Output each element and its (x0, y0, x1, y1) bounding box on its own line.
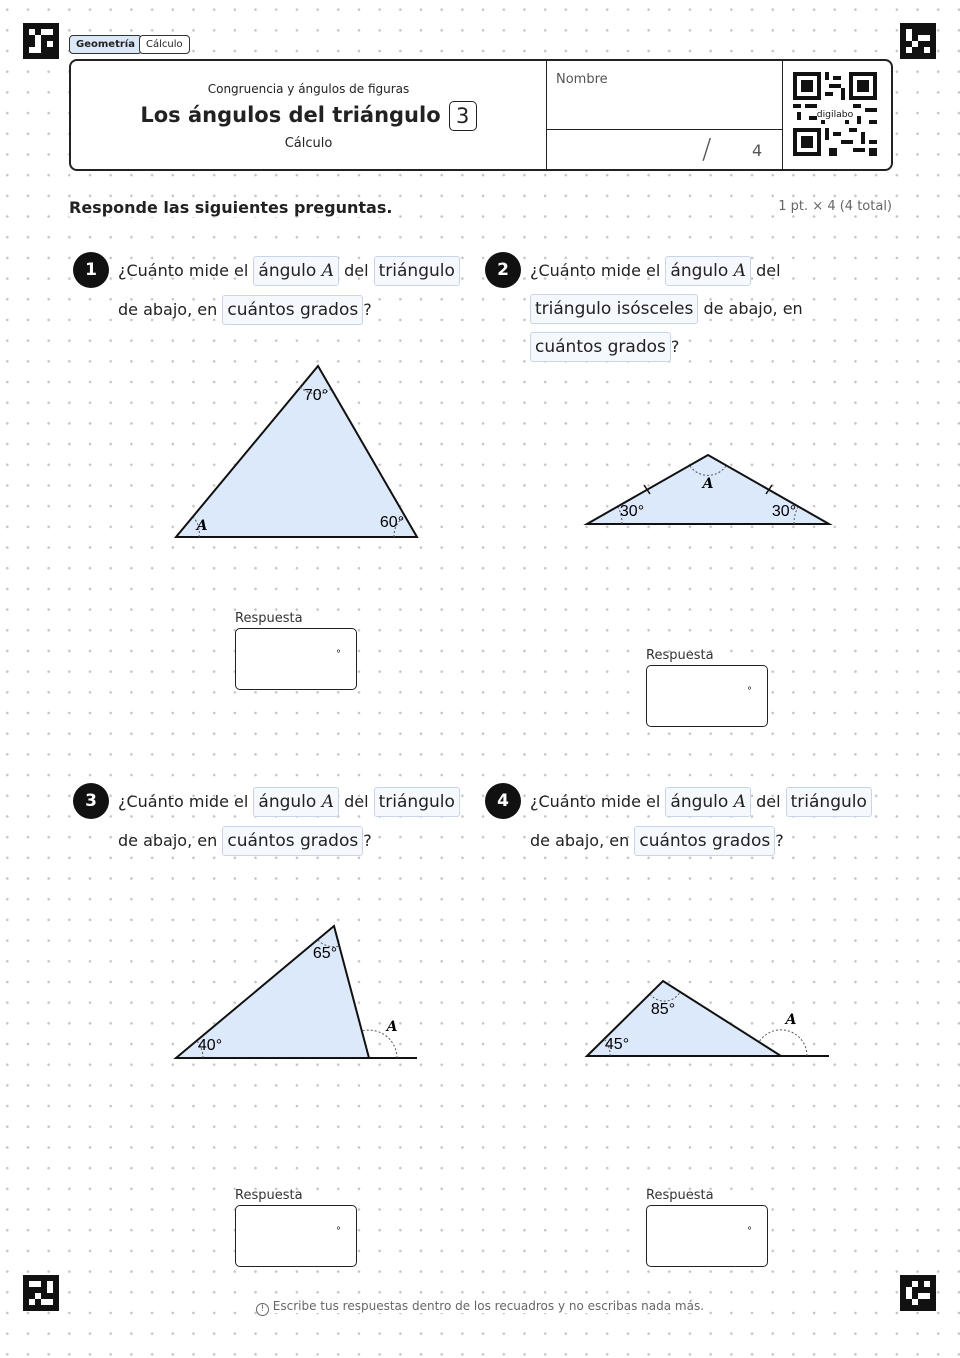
q3-text-4: ? (363, 831, 372, 850)
q1-chip-shape: triángulo (374, 256, 460, 286)
q4-text-2: del (756, 792, 781, 811)
q4-text-3: de abajo, en (530, 831, 630, 850)
q2-chip-angle-text: ángulo (670, 261, 729, 281)
q3-var: A (321, 792, 334, 812)
footer-text: Escribe tus respuestas dentro de los recuadros y no escribas nada más. (272, 1299, 705, 1313)
q2-degree: ° (747, 686, 752, 697)
q3-label-a: A (386, 1019, 398, 1035)
q2-answer-label: Respuesta (646, 648, 714, 663)
q3-label-left: 40° (197, 1037, 223, 1054)
q1-chip-angle-text: ángulo (258, 261, 317, 281)
instructions: Responde las siguientes preguntas. (69, 198, 393, 217)
question-number-2: 2 (485, 252, 521, 288)
q4-text-1: ¿Cuánto mide el (530, 792, 661, 811)
q4-label-a: A (785, 1012, 797, 1028)
q3-chip-angle-text: ángulo (258, 792, 317, 812)
q3-answer-label: Respuesta (235, 1188, 303, 1203)
q3-chip-shape: triángulo (374, 787, 460, 817)
q3-chip-unit: cuántos grados (222, 826, 363, 856)
q2-label-left: 30° (619, 503, 645, 520)
q1-answer-label: Respuesta (235, 611, 303, 626)
q4-text-4: ? (775, 831, 784, 850)
q2-label-right: 30° (771, 503, 797, 520)
q4-var: A (733, 792, 746, 812)
q2-chip-shape: triángulo isósceles (530, 294, 698, 324)
question-number-3: 3 (73, 783, 109, 819)
qr-label: digilabo (816, 108, 854, 120)
q2-text-2: del (756, 261, 781, 280)
q1-text-2: del (344, 261, 369, 280)
q1-var: A (321, 261, 334, 281)
q3-text-3: de abajo, en (118, 831, 218, 850)
q2-chip-unit: cuántos grados (530, 332, 671, 362)
q2-text-3: de abajo, en (703, 299, 803, 318)
q3-degree: ° (336, 1226, 341, 1237)
q1-text-1: ¿Cuánto mide el (118, 261, 249, 280)
q2-text-1: ¿Cuánto mide el (530, 261, 661, 280)
points-summary: 1 pt. × 4 (4 total) (778, 199, 892, 214)
q3-text-1: ¿Cuánto mide el (118, 792, 249, 811)
q4-answer-box[interactable] (646, 1205, 768, 1267)
q4-degree: ° (747, 1226, 752, 1237)
q4-label-left: 45° (604, 1036, 630, 1053)
q3-label-top: 65° (312, 945, 338, 962)
worksheet-category: Cálculo (284, 136, 333, 151)
q2-var: A (733, 261, 746, 281)
q4-chip-angle-text: ángulo (670, 792, 729, 812)
worksheet-title-text: Los ángulos del triángulo (140, 103, 441, 127)
q3-text-2: del (344, 792, 369, 811)
q1-label-a: A (196, 518, 208, 534)
question-number-1: 1 (73, 252, 109, 288)
worksheet-number: 3 (449, 101, 477, 131)
q1-label-right: 60° (379, 514, 405, 531)
q1-text-4: ? (363, 300, 372, 319)
q4-chip-unit: cuántos grados (634, 826, 775, 856)
score-slash: / (702, 132, 712, 165)
q4-label-top: 85° (650, 1001, 676, 1018)
q2-text-4: ? (670, 337, 680, 356)
worksheet-subtitle: Congruencia y ángulos de figuras (207, 82, 410, 96)
q4-chip-shape: triángulo (786, 787, 872, 817)
q2-label-a: A (702, 476, 714, 492)
footer-note (0, 1299, 960, 1316)
q1-text-3: de abajo, en (118, 300, 218, 319)
q1-degree: ° (336, 649, 341, 660)
q1-chip-unit: cuántos grados (222, 295, 363, 325)
tag-calculo: Cálculo (139, 35, 190, 54)
info-icon: ! (256, 1303, 269, 1316)
question-number-4: 4 (485, 783, 521, 819)
score-max: 4 (752, 141, 763, 160)
q1-label-top: 70° (303, 387, 329, 404)
name-label: Nombre (556, 72, 608, 87)
q4-answer-label: Respuesta (646, 1188, 714, 1203)
tag-geometria: Geometría (69, 35, 142, 54)
